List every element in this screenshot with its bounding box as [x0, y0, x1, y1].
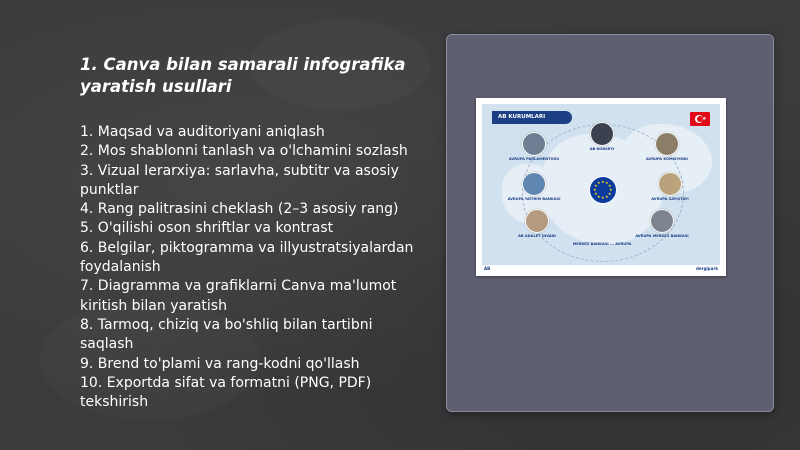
list-item: 6. Belgilar, piktogramma va illyustratsiyalardan foydalanish: [80, 239, 414, 276]
slide-footer: [482, 265, 720, 273]
europe-map: [482, 104, 720, 265]
eu-star-icon: ★: [601, 179, 605, 184]
institution-photo: [650, 209, 674, 233]
institution-photo: [658, 172, 682, 196]
embedded-slide-image: [476, 98, 726, 276]
institution-caption: AVRUPA YATIRIM BANKASI: [507, 197, 561, 201]
institution-node: [640, 172, 700, 202]
slide-header-banner: AB KURUMLARI: [492, 111, 572, 124]
list-item: 3. Vizual Ierarxiya: sarlavha, subtitr va asosiy punktlar: [80, 162, 399, 198]
list-item: 1. Maqsad va auditoriyani aniqlash: [80, 124, 325, 140]
list-item: 4. Rang palitrasini cheklash (2–3 asosiy rang): [80, 201, 399, 218]
institution-caption: AB ADALET DIVANI: [518, 234, 556, 238]
center-caption: MERKEZ BANKASI ... AVRUPA: [572, 242, 632, 246]
steps-list: [80, 123, 425, 412]
institution-photo: [525, 209, 549, 233]
eu-flag-icon: [589, 176, 617, 204]
list-item: 10. Exportda sifat va formatni (PNG, PDF) tekshirish: [80, 374, 372, 411]
eu-star-icon: ★: [607, 191, 612, 196]
institution-photo: [522, 132, 546, 156]
eu-star-icon: ★: [593, 187, 597, 192]
list-item: 2. Mos shablonni tanlash va o'lchamini sozlash: [80, 143, 408, 160]
eu-star-icon: ★: [607, 183, 612, 188]
institution-caption: AVRUPA KOMISYONU: [646, 157, 688, 161]
institution-photo: [590, 122, 614, 146]
institution-node: [504, 132, 564, 162]
eu-star-icon: ★: [594, 191, 598, 196]
list-item: 7. Diagramma va grafiklarni Canva ma'lumot kiritish bilan yaratish: [80, 278, 397, 314]
list-item: 5. O'qilishi oson shriftlar va kontrast: [80, 220, 334, 237]
list-item: 9. Brend to'plami va rang-kodni qo'llash: [80, 355, 360, 372]
institution-node: [507, 209, 567, 239]
institution-node: [572, 122, 632, 152]
list-item: 8. Tarmoq, chiziq va bo'shliq bilan tartibni saqlash: [80, 316, 373, 353]
institution-node: [637, 132, 697, 162]
footer-source: dergipark: [696, 266, 718, 271]
slide-title: 1. Canva bilan samarali infografika yaratish usullari: [80, 55, 406, 96]
institution-caption: AVRUPA MERKEZ BANKASI: [635, 234, 689, 238]
institution-node: [504, 172, 564, 202]
institution-photo: [655, 132, 679, 156]
institution-node: [632, 209, 692, 239]
institution-caption: AVRUPA PARLAMENTOSU: [508, 157, 560, 161]
eu-star-icon: ★: [605, 180, 609, 186]
footer-logo: AB: [484, 266, 491, 271]
eu-star-icon: ★: [605, 193, 609, 199]
eu-star-icon: ★: [601, 195, 605, 200]
turkey-flag-icon: ★: [690, 112, 710, 126]
institution-caption: AVRUPA SAYIŞTAYI: [651, 197, 689, 201]
institution-caption: AB KONSEYI: [589, 147, 615, 151]
eu-star-icon: ★: [609, 187, 613, 192]
eu-star-icon: ★: [597, 193, 601, 199]
eu-star-icon: ★: [594, 183, 598, 188]
eu-star-icon: ★: [597, 180, 601, 186]
institution-photo: [522, 172, 546, 196]
